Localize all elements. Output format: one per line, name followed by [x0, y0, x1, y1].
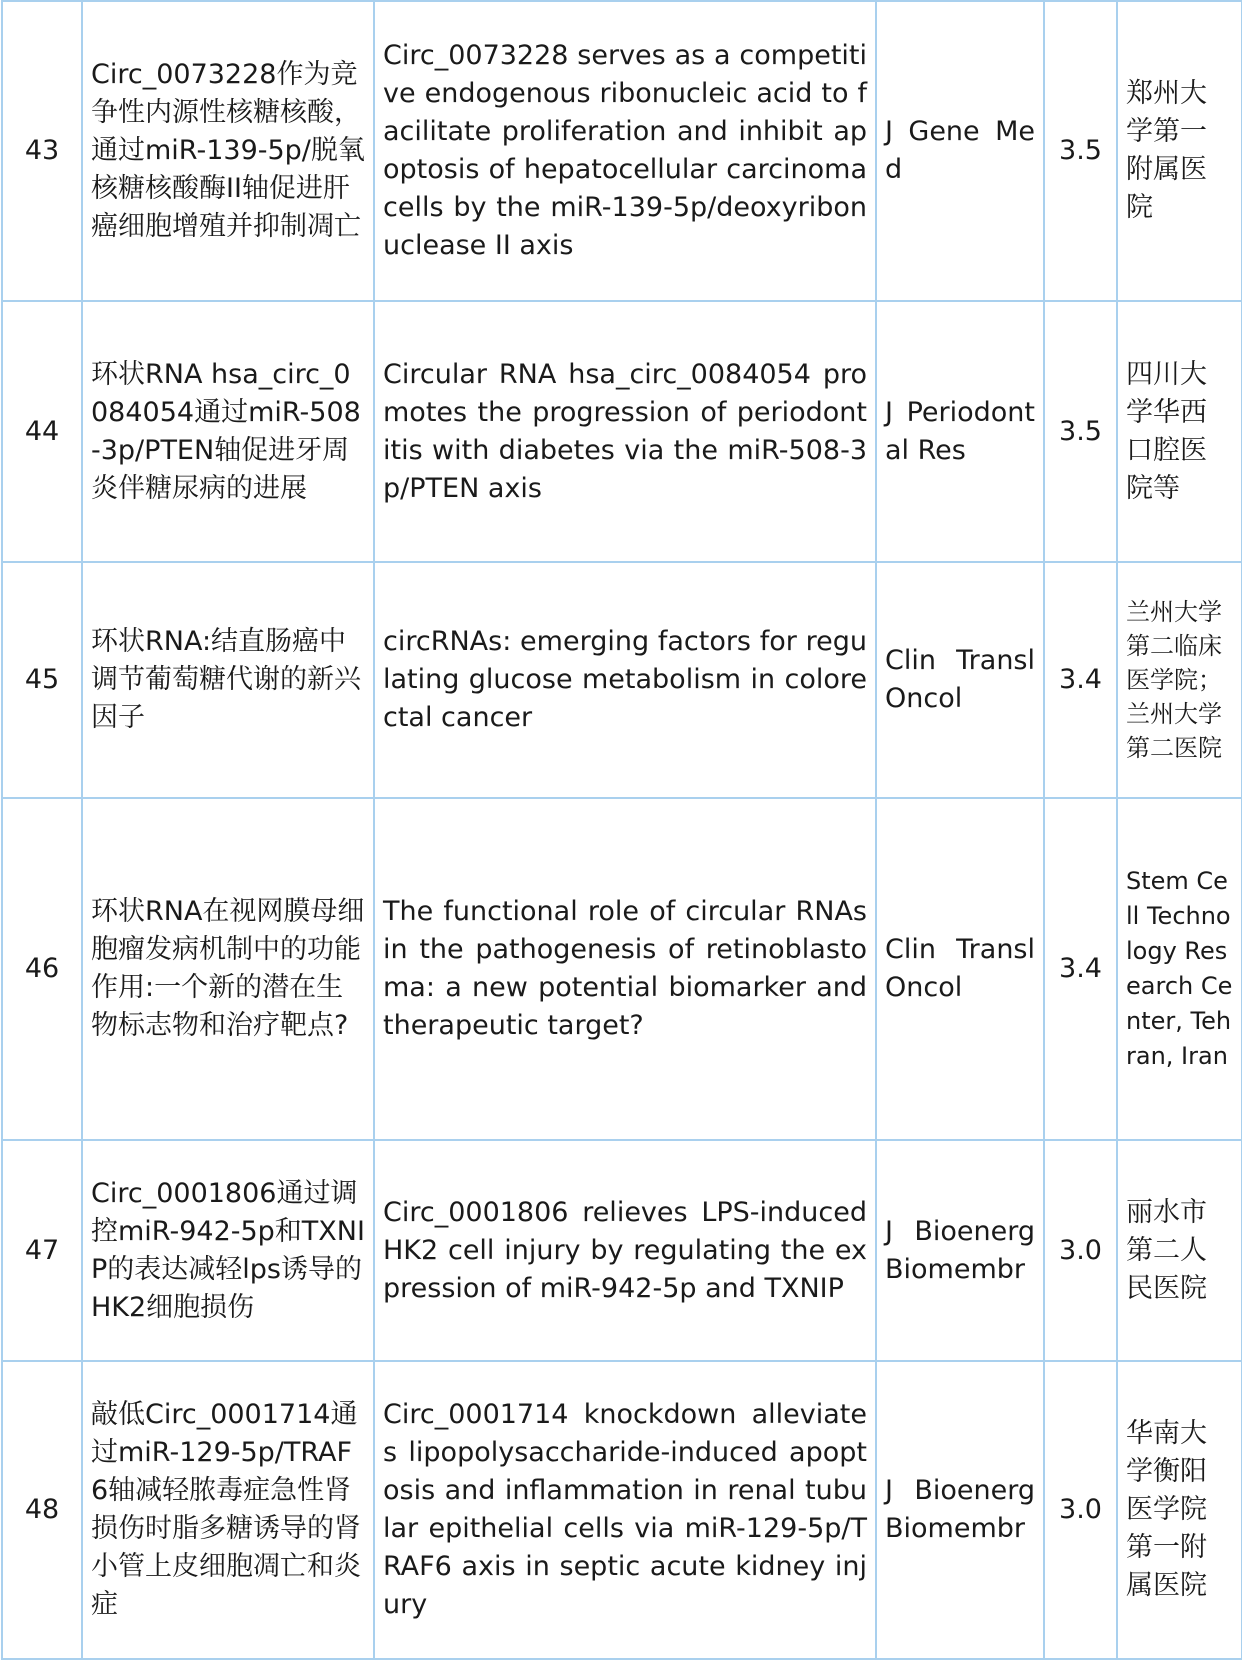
title-english: Circ_0001806 relieves LPS-induced HK2 cell injury by regulating the expression of miR-942-5p and TXNIP — [374, 1140, 876, 1361]
impact-factor: 3.5 — [1044, 301, 1117, 562]
journal-name: J Gene Med — [876, 1, 1044, 301]
journal-name: J Bioenerg Biomembr — [876, 1140, 1044, 1361]
institution: 丽水市第二人民医院 — [1117, 1140, 1242, 1361]
institution: 兰州大学第二临床医学院；兰州大学第二医院 — [1117, 562, 1242, 798]
title-english: Circular RNA hsa_circ_0084054 promotes the progression of periodontitis with diabetes via the miR-508-3p/PTEN axis — [374, 301, 876, 562]
row-number: 47 — [2, 1140, 82, 1361]
impact-factor: 3.4 — [1044, 798, 1117, 1140]
impact-factor: 3.5 — [1044, 1, 1117, 301]
institution: 四川大学华西口腔医院等 — [1117, 301, 1242, 562]
title-chinese: Circ_0001806通过调控miR-942-5p和TXNIP的表达减轻lps诱导的HK2细胞损伤 — [82, 1140, 374, 1361]
journal-name: Clin Transl Oncol — [876, 562, 1044, 798]
table-row — [2, 798, 1242, 1140]
row-number: 48 — [2, 1361, 82, 1659]
row-number: 45 — [2, 562, 82, 798]
table-row — [2, 1361, 1242, 1659]
journal-name: J Periodontal Res — [876, 301, 1044, 562]
row-number: 46 — [2, 798, 82, 1140]
journal-name: Clin Transl Oncol — [876, 798, 1044, 1140]
institution: Stem Cell Technology Research Center, Tehran, Iran — [1117, 798, 1242, 1140]
row-number: 43 — [2, 1, 82, 301]
title-chinese: 环状RNA hsa_circ_0084054通过miR-508-3p/PTEN轴促进牙周炎伴糖尿病的进展 — [82, 301, 374, 562]
publication-table — [1, 0, 1242, 1660]
row-number: 44 — [2, 301, 82, 562]
institution: 郑州大学第一附属医院 — [1117, 1, 1242, 301]
title-chinese: Circ_0073228作为竞争性内源性核糖核酸，通过miR-139-5p/脱氧核糖核酸酶II轴促进肝癌细胞增殖并抑制凋亡 — [82, 1, 374, 301]
journal-name: J Bioenerg Biomembr — [876, 1361, 1044, 1659]
table-row — [2, 1140, 1242, 1361]
impact-factor: 3.4 — [1044, 562, 1117, 798]
title-english: The functional role of circular RNAs in the pathogenesis of retinoblastoma: a new potential biomarker and therapeutic target? — [374, 798, 876, 1140]
table-row — [2, 1, 1242, 301]
title-english: Circ_0073228 serves as a competitive endogenous ribonucleic acid to facilitate proliferation and inhibit apoptosis of hepatocellular carcinoma cells by the miR-139-5p/deoxyribonuclease II axis — [374, 1, 876, 301]
title-chinese: 环状RNA:结直肠癌中调节葡萄糖代谢的新兴因子 — [82, 562, 374, 798]
title-chinese: 环状RNA在视网膜母细胞瘤发病机制中的功能作用:一个新的潜在生物标志物和治疗靶点? — [82, 798, 374, 1140]
title-english: Circ_0001714 knockdown alleviates lipopolysaccharide-induced apoptosis and inflammation in renal tubular epithelial cells via miR-129-5p/TRAF6 axis in septic acute kidney injury — [374, 1361, 876, 1659]
institution: 华南大学衡阳医学院第一附属医院 — [1117, 1361, 1242, 1659]
table-row — [2, 562, 1242, 798]
title-english: circRNAs: emerging factors for regulating glucose metabolism in colorectal cancer — [374, 562, 876, 798]
impact-factor: 3.0 — [1044, 1140, 1117, 1361]
table-row — [2, 301, 1242, 562]
title-chinese: 敲低Circ_0001714通过miR-129-5p/TRAF6轴减轻脓毒症急性肾损伤时脂多糖诱导的肾小管上皮细胞凋亡和炎症 — [82, 1361, 374, 1659]
impact-factor: 3.0 — [1044, 1361, 1117, 1659]
